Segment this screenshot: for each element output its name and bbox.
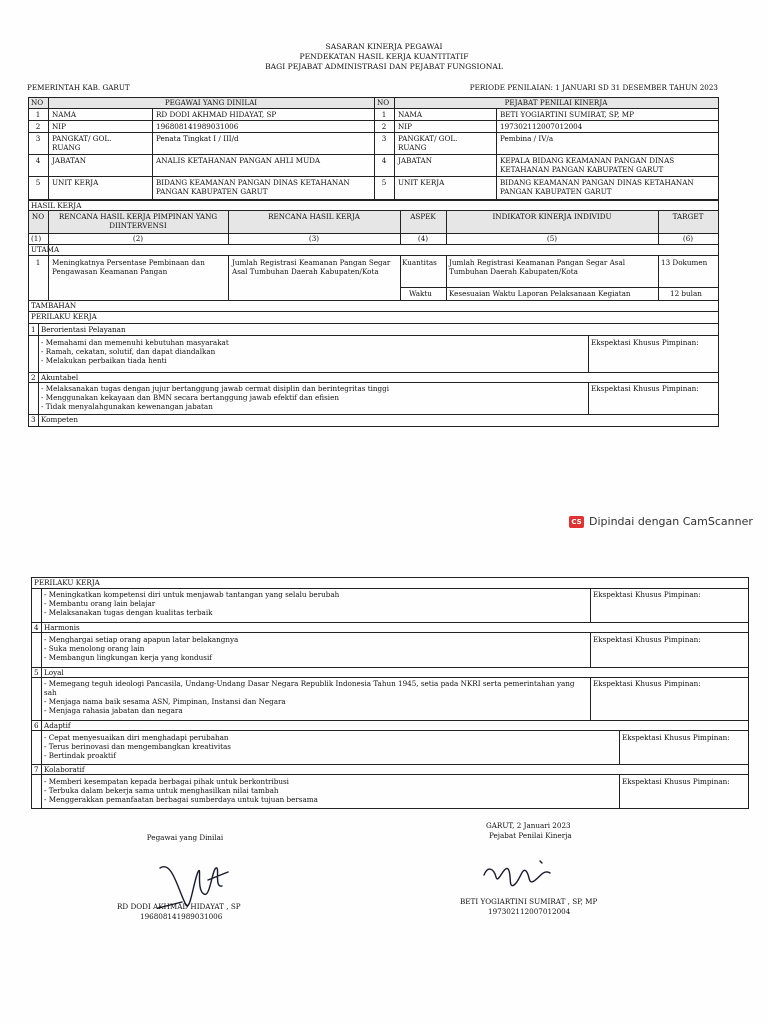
doc-title-line2: PENDEKATAN HASIL KERJA KUANTITATIF xyxy=(299,52,469,61)
row-value: BIDANG KEAMANAN PANGAN DINAS KETAHANAN PANGAN KABUPATEN GARUT xyxy=(156,178,350,196)
perilaku-point: - Tidak menyalahgunakan kewenangan jabatan xyxy=(41,402,213,411)
row-no: 2 xyxy=(35,122,41,131)
perilaku-point: - Melaksanakan tugas dengan kualitas terbaik xyxy=(44,608,213,617)
row-label: NIP xyxy=(52,122,66,131)
perilaku-title: Loyal xyxy=(44,668,64,677)
perilaku-point: - Memahami dan memenuhi kebutuhan masyarakat xyxy=(41,338,229,347)
hk-num-3: (3) xyxy=(308,234,320,243)
hk-row-aspek-waktu: Waktu xyxy=(409,289,432,298)
hk-header-aspek: ASPEK xyxy=(410,212,436,221)
doc-title-line1: SASARAN KINERJA PEGAWAI xyxy=(325,42,443,51)
hk-num-2: (2) xyxy=(132,234,144,243)
row-value: ANALIS KETAHANAN PANGAN AHLI MUDA xyxy=(156,156,321,165)
hk-num-1: (1) xyxy=(31,234,42,243)
left-sign-name: RD DODI AKHMAD HIDAYAT , SP xyxy=(117,902,241,911)
perilaku-point: - Menggunakan kekayaan dan BMN secara bertanggung jawab efektif dan efisien xyxy=(41,393,339,402)
hk-row-target-waktu: 12 bulan xyxy=(670,289,702,298)
camscanner-text: Dipindai dengan CamScanner xyxy=(589,515,753,528)
row-no: 1 xyxy=(35,110,41,119)
perilaku-point: - Terus berinovasi dan mengembangkan kreativitas xyxy=(44,742,231,751)
perilaku-section: PERILAKU KERJA xyxy=(31,312,97,321)
perilaku-title: Akuntabel xyxy=(41,373,79,382)
hk-row-indikator-waktu: Kesesuaian Waktu Laporan Pelaksanaan Kegiatan xyxy=(449,289,631,298)
perilaku-point: - Memberi kesempatan kepada berbagai pihak untuk berkontribusi xyxy=(44,777,289,786)
perilaku-point: - Menjaga rahasia jabatan dan negara xyxy=(44,706,183,715)
row-value: BETI YOGIARTINI SUMIRAT, SP, MP xyxy=(500,110,634,119)
perilaku-title: Kompeten xyxy=(41,415,78,424)
perilaku-section: PERILAKU KERJA xyxy=(34,578,100,587)
row-label: JABATAN xyxy=(52,156,87,165)
perilaku-point: - Membantu orang lain belajar xyxy=(44,599,156,608)
perilaku-point: - Terbuka dalam bekerja sama untuk menghasilkan nilai tambah xyxy=(44,786,279,795)
ekspektasi-label: Ekspektasi Khusus Pimpinan: xyxy=(593,590,701,599)
hk-row-rencana: Jumlah Registrasi Keamanan Pangan Segar Asal Tumbuhan Daerah Kabupaten/Kota xyxy=(232,258,391,276)
row-label: PANGKAT/ GOL. RUANG xyxy=(398,134,458,152)
right-signature-mark xyxy=(478,855,568,895)
ekspektasi-label: Ekspektasi Khusus Pimpinan: xyxy=(622,777,730,786)
ekspektasi-label: Ekspektasi Khusus Pimpinan: xyxy=(591,338,699,347)
perilaku-point: - Ramah, cekatan, solutif, dan dapat diandalkan xyxy=(41,347,216,356)
left-sign-caption: Pegawai yang Dinilai xyxy=(146,833,224,842)
pegawai-header: PEGAWAI YANG DINILAI xyxy=(164,98,258,107)
perilaku-title: Adaptif xyxy=(44,721,71,730)
perilaku-no: 4 xyxy=(34,623,39,632)
row-no: 5 xyxy=(35,178,41,187)
row-label: NAMA xyxy=(52,110,77,119)
row-value: Pembina / IV/a xyxy=(500,134,554,143)
hk-header-indikator: INDIKATOR KINERJA INDIVIDU xyxy=(492,212,612,221)
ekspektasi-label: Ekspektasi Khusus Pimpinan: xyxy=(593,679,701,688)
hk-num-5: (5) xyxy=(546,234,558,243)
row-value: 197302112007012004 xyxy=(500,122,583,131)
perilaku-title: Kolaboratif xyxy=(44,765,85,774)
doc-title-line3: BAGI PEJABAT ADMINISTRASI DAN PEJABAT FUNGSIONAL xyxy=(265,62,503,71)
ekspektasi-label: Ekspektasi Khusus Pimpinan: xyxy=(593,635,701,644)
perilaku-no: 5 xyxy=(34,668,39,677)
row-value: KEPALA BIDANG KEAMANAN PANGAN DINAS KETAHANAN PANGAN KABUPATEN GARUT xyxy=(500,156,675,174)
perilaku-title: Harmonis xyxy=(44,623,80,632)
perilaku-no: 3 xyxy=(31,415,36,424)
row-label: NAMA xyxy=(398,110,423,119)
perilaku-point: - Melaksanakan tugas dengan jujur bertanggung jawab cermat disiplin dan berintegritas tinggi xyxy=(41,384,390,393)
camscanner-logo-icon: CS xyxy=(569,516,584,528)
perilaku-no: 1 xyxy=(31,325,36,334)
row-value: RD DODI AKHMAD HIDAYAT, SP xyxy=(156,110,277,119)
row-no: 4 xyxy=(381,156,387,165)
perilaku-point: - Melakukan perbaikan tiada henti xyxy=(41,356,167,365)
row-no: 3 xyxy=(381,134,387,143)
tambahan-label: TAMBAHAN xyxy=(31,301,77,310)
row-no: 5 xyxy=(381,178,387,187)
right-sign-caption: Pejabat Penilai Kinerja xyxy=(489,831,572,840)
row-label: JABATAN xyxy=(398,156,433,165)
row-label: NIP xyxy=(398,122,412,131)
row-no: 3 xyxy=(35,134,41,143)
hk-num-4: (4) xyxy=(417,234,429,243)
perilaku-point: - Bertindak proaktif xyxy=(44,751,116,760)
row-no: 1 xyxy=(381,110,387,119)
perilaku-point: - Memegang teguh ideologi Pancasila, Undang-Undang Dasar Negara Republik Indonesia Tahun 1945, setia pada NKRI serta pemerintahan yang sah xyxy=(44,679,575,697)
utama-label: UTAMA xyxy=(31,245,60,254)
ekspektasi-label: Ekspektasi Khusus Pimpinan: xyxy=(591,384,699,393)
perilaku-point: - Suka menolong orang lain xyxy=(44,644,145,653)
perilaku-point: - Cepat menyesuaikan diri menghadapi perubahan xyxy=(44,733,229,742)
perilaku-point: - Menghargai setiap orang apapun latar belakangnya xyxy=(44,635,239,644)
left-sign-nip: 196808141989031006 xyxy=(140,912,223,921)
col-no-right: NO xyxy=(377,98,390,107)
row-no: 2 xyxy=(381,122,387,131)
hk-header-pimpinan: RENCANA HASIL KERJA PIMPINAN YANG DIINTERVENSI xyxy=(58,212,218,230)
perilaku-no: 2 xyxy=(31,373,36,382)
hk-row-target-kuantitas: 13 Dokumen xyxy=(661,258,708,267)
hk-row-aspek-kuantitas: Kuantitas xyxy=(402,258,437,267)
row-value: Penata Tingkat I / III/d xyxy=(156,134,239,143)
pemerintah-label: PEMERINTAH KAB. GARUT xyxy=(27,83,130,92)
ekspektasi-label: Ekspektasi Khusus Pimpinan: xyxy=(622,733,730,742)
hk-header-no: NO xyxy=(31,212,45,221)
perilaku-no: 7 xyxy=(34,765,39,774)
hk-num-6: (6) xyxy=(682,234,694,243)
right-sign-name: BETI YOGIARTINI SUMIRAT , SP, MP xyxy=(460,897,598,906)
row-no: 4 xyxy=(35,156,41,165)
hk-header-rencana: RENCANA HASIL KERJA xyxy=(268,212,360,221)
col-no: NO xyxy=(31,98,44,107)
perilaku-point: - Menggerakkan pemanfaatan berbagai sumberdaya untuk tujuan bersama xyxy=(44,795,318,804)
perilaku-point: - Meningkatkan kompetensi diri untuk menjawab tantangan yang selalu berubah xyxy=(44,590,340,599)
row-label: PANGKAT/ GOL. RUANG xyxy=(52,134,112,152)
perilaku-title: Berorientasi Pelayanan xyxy=(41,325,126,334)
right-sign-date: GARUT, 2 Januari 2023 xyxy=(486,821,571,830)
hk-header-target: TARGET xyxy=(672,212,704,221)
perilaku-no: 6 xyxy=(34,721,39,730)
hasil-kerja-section: HASIL KERJA xyxy=(31,201,82,210)
right-sign-nip: 197302112007012004 xyxy=(488,907,571,916)
periode-label: PERIODE PENILAIAN: 1 JANUARI SD 31 DESEMBER TAHUN 2023 xyxy=(469,83,718,92)
hk-row-indikator-kuantitas: Jumlah Registrasi Keamanan Pangan Segar Asal Tumbuhan Daerah Kabupaten/Kota xyxy=(449,258,626,276)
row-label: UNIT KERJA xyxy=(52,178,99,187)
perilaku-point: - Menjaga nama baik sesama ASN, Pimpinan, Instansi dan Negara xyxy=(44,697,286,706)
row-value: 196808141989031006 xyxy=(156,122,239,131)
row-value: BIDANG KEAMANAN PANGAN DINAS KETAHANAN PANGAN KABUPATEN GARUT xyxy=(500,178,694,196)
penilai-header: PEJABAT PENILAI KINERJA xyxy=(504,98,608,107)
hk-row-no: 1 xyxy=(35,258,41,267)
row-label: UNIT KERJA xyxy=(398,178,445,187)
hk-row-pimpinan: Meningkatnya Persentase Pembinaan dan Pengawasan Keamanan Pangan xyxy=(52,258,205,276)
camscanner-watermark xyxy=(569,515,753,528)
perilaku-point: - Membangun lingkungan kerja yang kondusif xyxy=(44,653,212,662)
